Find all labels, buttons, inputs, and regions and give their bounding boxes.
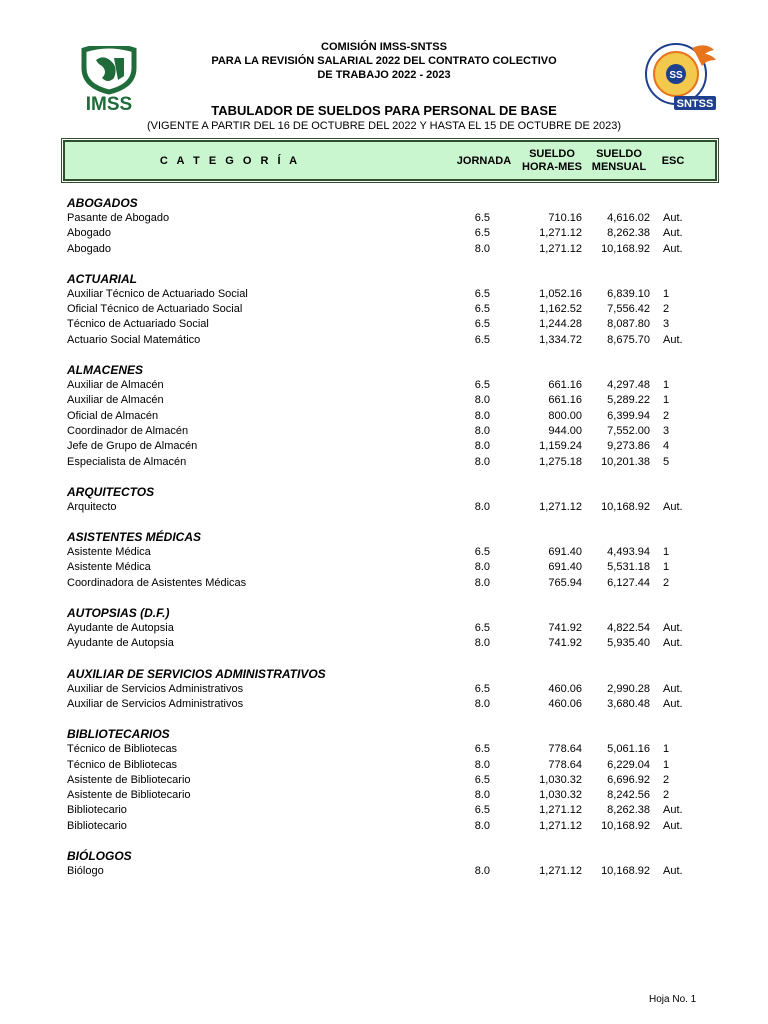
cell-sueldo-hora: 741.92	[548, 622, 582, 635]
cell-esc: 1	[663, 561, 670, 574]
cell-name: Coordinador de Almacén	[67, 424, 189, 437]
cell-sueldo-mensual: 7,556.42	[607, 303, 650, 316]
category-section	[0, 363, 768, 470]
category-section	[0, 530, 768, 591]
table-row	[0, 697, 768, 712]
cell-sueldo-hora: 710.16	[548, 212, 582, 224]
cell-name: Abogado	[67, 227, 112, 240]
cell-esc: 4	[663, 440, 670, 453]
category-title: BIÓLOGOS	[67, 849, 132, 864]
table-header	[63, 140, 717, 181]
cell-sueldo-hora: 1,162.52	[539, 303, 582, 316]
category-title: AUTOPSIAS (D.F.)	[67, 606, 170, 621]
table-row	[0, 287, 768, 302]
cell-esc: Aut.	[663, 819, 683, 832]
cell-name: Jefe de Grupo de Almacén	[67, 440, 198, 453]
cell-name: Asistente de Bibliotecario	[67, 773, 191, 786]
cell-sueldo-mensual: 8,087.80	[607, 318, 650, 331]
cell-sueldo-mensual: 5,289.22	[607, 394, 650, 407]
table-row	[0, 333, 768, 348]
cell-jornada: 8.0	[474, 409, 490, 422]
cell-sueldo-mensual: 4,822.54	[607, 622, 650, 635]
header-commission: COMISIÓN IMSS-SNTSS	[321, 41, 447, 53]
cell-jornada: 6.5	[474, 804, 490, 817]
cell-sueldo-mensual: 6,696.92	[607, 773, 650, 786]
cell-jornada: 6.5	[474, 227, 490, 240]
cell-sueldo-mensual: 8,262.38	[607, 227, 650, 240]
cell-esc: Aut.	[663, 242, 683, 255]
cell-jornada: 8.0	[474, 819, 490, 832]
cell-name: Técnico de Actuariado Social	[67, 318, 209, 331]
cell-sueldo-mensual: 10,201.38	[601, 455, 650, 468]
table-row	[0, 742, 768, 757]
category-title: BIBLIOTECARIOS	[67, 727, 170, 742]
cell-sueldo-hora: 1,271.12	[539, 242, 582, 255]
category-title: ASISTENTES MÉDICAS	[67, 530, 202, 545]
cell-sueldo-hora: 691.40	[548, 561, 582, 574]
column-header-sueldo-hora-line1: SUELDO	[529, 148, 575, 160]
cell-jornada: 8.0	[474, 758, 490, 771]
table-row	[0, 439, 768, 454]
cell-sueldo-mensual: 10,168.92	[601, 865, 650, 878]
category-title: ALMACENES	[67, 363, 144, 378]
category-section	[0, 667, 768, 713]
table-row	[0, 621, 768, 636]
cell-name: Auxiliar de Almacén	[67, 379, 164, 392]
cell-sueldo-hora: 1,030.32	[539, 773, 582, 786]
cell-sueldo-hora: 1,271.12	[539, 500, 582, 513]
table-row	[0, 576, 768, 591]
table-row	[0, 864, 768, 879]
cell-jornada: 6.5	[474, 622, 490, 635]
cell-name: Biólogo	[67, 865, 104, 878]
cell-esc: 1	[663, 379, 670, 392]
table-row	[0, 424, 768, 439]
column-header-sueldo-mensual-line1: SUELDO	[596, 148, 642, 160]
cell-esc: Aut.	[663, 212, 683, 224]
cell-esc: Aut.	[663, 622, 683, 635]
table-row	[0, 393, 768, 408]
cell-jornada: 8.0	[474, 576, 490, 589]
cell-jornada: 6.5	[474, 682, 490, 695]
cell-esc: 5	[663, 455, 670, 468]
category-title: AUXILIAR DE SERVICIOS ADMINISTRATIVOS	[67, 666, 326, 681]
cell-name: Bibliotecario	[67, 819, 127, 832]
cell-jornada: 6.5	[474, 773, 490, 786]
cell-sueldo-mensual: 10,168.92	[601, 500, 650, 513]
cell-sueldo-mensual: 9,273.86	[607, 440, 650, 453]
cell-jornada: 8.0	[474, 242, 490, 255]
cell-sueldo-hora: 1,271.12	[539, 227, 582, 240]
column-header-sueldo-hora	[517, 148, 587, 174]
cell-esc: 2	[663, 576, 670, 589]
table-row	[0, 682, 768, 697]
cell-esc: 2	[663, 773, 670, 786]
table-row	[0, 545, 768, 560]
column-header-sueldo-mensual	[587, 148, 651, 174]
cell-name: Pasante de Abogado	[67, 212, 170, 224]
table-row	[0, 500, 768, 515]
cell-esc: Aut.	[663, 697, 683, 710]
table-row	[0, 773, 768, 788]
cell-esc: 1	[663, 394, 670, 407]
category-section	[0, 272, 768, 348]
cell-sueldo-hora: 1,244.28	[539, 318, 582, 331]
cell-jornada: 8.0	[474, 440, 490, 453]
table-row	[0, 302, 768, 317]
cell-esc: 1	[663, 287, 670, 300]
cell-name: Auxiliar de Servicios Administrativos	[67, 682, 244, 695]
cell-name: Asistente de Bibliotecario	[67, 789, 191, 802]
cell-name: Arquitecto	[67, 500, 117, 513]
cell-sueldo-hora: 460.06	[548, 697, 582, 710]
salary-table-body	[0, 181, 768, 879]
cell-jornada: 6.5	[474, 333, 490, 346]
cell-name: Ayudante de Autopsia	[67, 637, 174, 650]
cell-name: Auxiliar de Almacén	[67, 394, 164, 407]
cell-sueldo-hora: 1,030.32	[539, 789, 582, 802]
table-row	[0, 636, 768, 651]
cell-esc: 3	[663, 318, 670, 331]
table-row	[0, 788, 768, 803]
table-row	[0, 758, 768, 773]
cell-esc: Aut.	[663, 500, 683, 513]
table-row	[0, 242, 768, 257]
cell-name: Oficial Técnico de Actuariado Social	[67, 303, 243, 316]
cell-jornada: 8.0	[474, 637, 490, 650]
cell-jornada: 8.0	[474, 500, 490, 513]
cell-sueldo-mensual: 4,297.48	[607, 379, 650, 392]
cell-sueldo-mensual: 8,675.70	[607, 333, 650, 346]
cell-sueldo-hora: 1,052.16	[539, 287, 582, 300]
column-header-sueldo-mensual-line2: MENSUAL	[591, 161, 647, 173]
cell-sueldo-hora: 1,159.24	[539, 440, 582, 453]
table-row	[0, 455, 768, 470]
category-section	[0, 485, 768, 515]
cell-sueldo-mensual: 4,616.02	[607, 212, 650, 224]
table-row	[0, 819, 768, 834]
cell-jornada: 6.5	[474, 318, 490, 331]
page-subtitle: (VIGENTE A PARTIR DEL 16 DE OCTUBRE DEL 2022 Y HASTA EL 15 DE OCTUBRE DE 2023)	[147, 120, 621, 132]
table-row	[0, 317, 768, 332]
cell-esc: Aut.	[663, 637, 683, 650]
document-header	[0, 0, 768, 140]
cell-sueldo-hora: 778.64	[548, 743, 582, 756]
cell-jornada: 6.5	[474, 743, 490, 756]
cell-sueldo-hora: 800.00	[548, 409, 582, 422]
cell-jornada: 8.0	[474, 697, 490, 710]
column-header-jornada: JORNADA	[456, 155, 512, 167]
cell-sueldo-mensual: 10,168.92	[601, 819, 650, 832]
category-section	[0, 196, 768, 257]
cell-name: Abogado	[67, 242, 112, 255]
cell-jornada: 8.0	[474, 561, 490, 574]
cell-sueldo-mensual: 7,552.00	[607, 424, 650, 437]
cell-jornada: 8.0	[474, 789, 490, 802]
cell-esc: 2	[663, 789, 670, 802]
cell-esc: Aut.	[663, 804, 683, 817]
category-title: ABOGADOS	[67, 196, 138, 210]
cell-sueldo-hora: 778.64	[548, 758, 582, 771]
category-title: ARQUITECTOS	[67, 484, 155, 499]
cell-name: Ayudante de Autopsia	[67, 622, 174, 635]
cell-sueldo-mensual: 8,242.56	[607, 789, 650, 802]
cell-name: Técnico de Bibliotecas	[67, 743, 178, 756]
table-row	[0, 226, 768, 241]
table-row	[0, 378, 768, 393]
cell-sueldo-hora: 661.16	[548, 379, 582, 392]
category-section	[0, 727, 768, 834]
cell-name: Auxiliar de Servicios Administrativos	[67, 697, 244, 710]
cell-sueldo-mensual: 10,168.92	[601, 242, 650, 255]
cell-esc: Aut.	[663, 682, 683, 695]
table-row	[0, 560, 768, 575]
table-row	[0, 803, 768, 818]
cell-sueldo-hora: 1,275.18	[539, 455, 582, 468]
column-header-sueldo-hora-line2: HORA-MES	[522, 161, 582, 173]
cell-sueldo-hora: 1,334.72	[539, 333, 582, 346]
cell-name: Actuario Social Matemático	[67, 333, 201, 346]
cell-esc: 3	[663, 424, 670, 437]
cell-sueldo-mensual: 6,127.44	[607, 576, 650, 589]
cell-esc: 1	[663, 758, 670, 771]
cell-esc: 2	[663, 303, 670, 316]
cell-jornada: 6.5	[474, 287, 490, 300]
cell-sueldo-mensual: 6,229.04	[607, 758, 650, 771]
cell-name: Coordinadora de Asistentes Médicas	[67, 576, 247, 589]
cell-jornada: 8.0	[474, 424, 490, 437]
cell-sueldo-hora: 1,271.12	[539, 865, 582, 878]
table-row	[0, 409, 768, 424]
cell-name: Técnico de Bibliotecas	[67, 758, 178, 771]
cell-sueldo-hora: 691.40	[548, 546, 582, 559]
cell-jornada: 6.5	[474, 379, 490, 392]
cell-sueldo-hora: 1,271.12	[539, 804, 582, 817]
svg-text:IMSS: IMSS	[85, 94, 133, 112]
cell-sueldo-mensual: 8,262.38	[607, 804, 650, 817]
cell-esc: 2	[663, 409, 670, 422]
cell-jornada: 6.5	[474, 212, 490, 224]
cell-name: Oficial de Almacén	[67, 409, 159, 422]
cell-sueldo-mensual: 4,493.94	[607, 546, 650, 559]
cell-esc: 1	[663, 546, 670, 559]
cell-esc: Aut.	[663, 865, 683, 878]
cell-sueldo-hora: 1,271.12	[539, 819, 582, 832]
category-section	[0, 606, 768, 652]
cell-sueldo-hora: 741.92	[548, 637, 582, 650]
cell-name: Especialista de Almacén	[67, 455, 187, 468]
cell-sueldo-hora: 765.94	[548, 576, 582, 589]
cell-jornada: 8.0	[474, 865, 490, 878]
cell-sueldo-mensual: 6,839.10	[607, 287, 650, 300]
cell-name: Auxiliar Técnico de Actuariado Social	[67, 287, 248, 300]
cell-jornada: 6.5	[474, 546, 490, 559]
cell-sueldo-hora: 661.16	[548, 394, 582, 407]
category-title: ACTUARIAL	[67, 271, 137, 286]
table-row	[0, 211, 768, 226]
page-number: Hoja No. 1	[649, 994, 697, 1005]
page-title: TABULADOR DE SUELDOS PARA PERSONAL DE BASE	[211, 103, 557, 118]
cell-jornada: 8.0	[474, 394, 490, 407]
column-header-categoria: C A T E G O R Í A	[159, 155, 301, 167]
cell-esc: Aut.	[663, 333, 683, 346]
svg-text:SNTSS: SNTSS	[676, 98, 714, 110]
cell-name: Bibliotecario	[67, 804, 127, 817]
cell-sueldo-mensual: 3,680.48	[607, 697, 650, 710]
cell-jornada: 6.5	[474, 303, 490, 316]
svg-text:SS: SS	[669, 70, 683, 81]
cell-sueldo-mensual: 5,531.18	[607, 561, 650, 574]
cell-name: Asistente Médica	[67, 546, 151, 559]
header-contract: DE TRABAJO 2022 - 2023	[317, 69, 451, 81]
header-revision: PARA LA REVISIÓN SALARIAL 2022 DEL CONTRATO COLECTIVO	[211, 55, 557, 67]
cell-esc: 1	[663, 743, 670, 756]
cell-sueldo-hora: 944.00	[548, 424, 582, 437]
cell-sueldo-hora: 460.06	[548, 682, 582, 695]
cell-name: Asistente Médica	[67, 561, 151, 574]
cell-sueldo-mensual: 2,990.28	[607, 682, 650, 695]
column-header-esc: ESC	[661, 155, 685, 167]
cell-esc: Aut.	[663, 227, 683, 240]
cell-sueldo-mensual: 6,399.94	[607, 409, 650, 422]
cell-sueldo-mensual: 5,061.16	[607, 743, 650, 756]
category-section	[0, 849, 768, 879]
cell-jornada: 8.0	[474, 455, 490, 468]
cell-sueldo-mensual: 5,935.40	[607, 637, 650, 650]
